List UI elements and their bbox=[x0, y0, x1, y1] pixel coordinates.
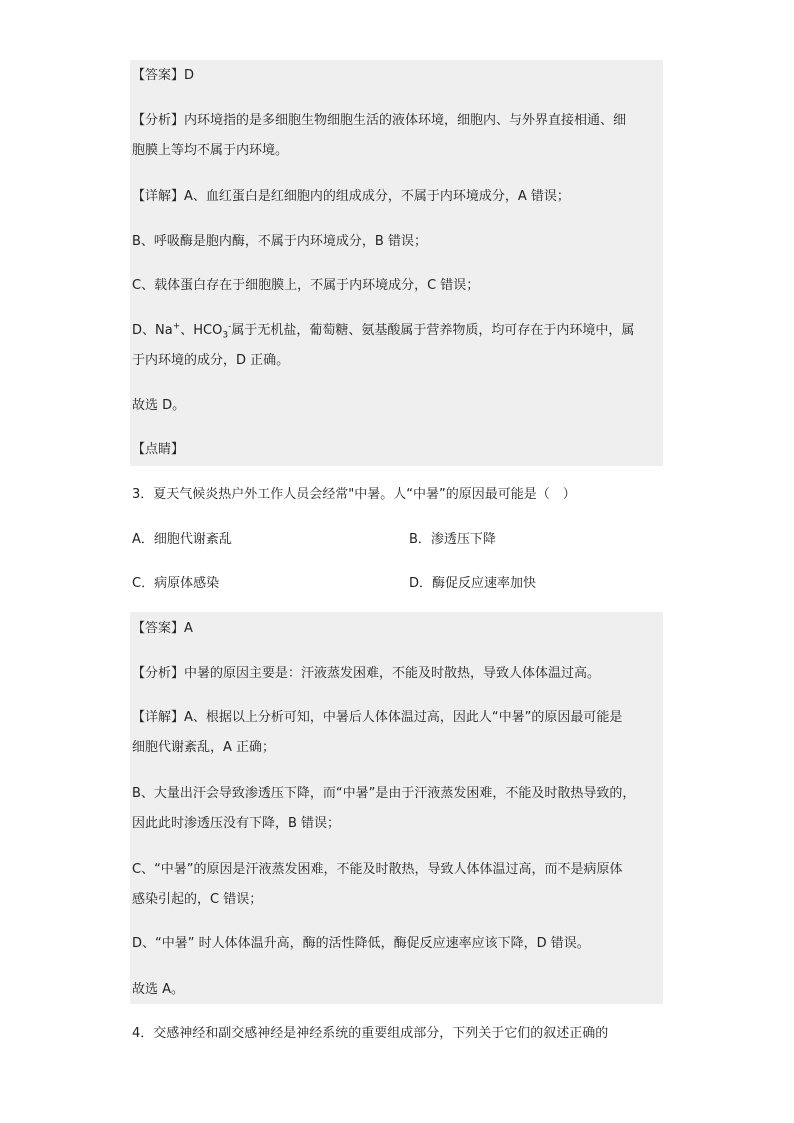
answer-line bbox=[132, 619, 193, 639]
detail-line bbox=[132, 187, 570, 207]
detail-d-line-2: 于内环境的成分，D 正确。 bbox=[132, 353, 290, 368]
conclusion: 故选 D。 bbox=[132, 398, 186, 413]
question-stem: 3．夏天气候炎热户外工作人员会经常"中暑。人“中暑”的原因最可能是（ ） bbox=[132, 487, 576, 502]
analysis-line bbox=[132, 111, 626, 131]
bicarbonate-subscript: 3 bbox=[222, 330, 229, 341]
comment-label: 【点睛】 bbox=[132, 442, 185, 457]
detail-d-mid: 、HCO bbox=[180, 323, 223, 338]
detail-c-line-2: 感染引起的，C 错误； bbox=[132, 892, 263, 907]
analysis-text: 内环境指的是多细胞生物细胞生活的液体环境，细胞内、与外界直接相通、细 bbox=[184, 113, 627, 128]
analysis-line-2: 胞膜上等均不属于内环境。 bbox=[132, 143, 289, 158]
detail-b: B、呼吸酶是胞内酶，不属于内环境成分，B 错误； bbox=[132, 234, 427, 249]
conclusion: 故选 A。 bbox=[132, 982, 185, 997]
detail-a-line-2: 细胞代谢紊乱，A 正确； bbox=[132, 740, 276, 755]
detail-c: C、“中暑”的原因是汗液蒸发困难，不能及时散热，导致人体体温过高，而不是病原体 bbox=[132, 862, 623, 877]
answer-value: A bbox=[184, 621, 193, 636]
answer-value: D bbox=[184, 68, 195, 83]
option-b[interactable]: B．渗透压下降 bbox=[409, 532, 496, 547]
detail-d: D、“中暑” 时人体体温升高，酶的活性降低，酶促反应速率应该下降，D 错误。 bbox=[132, 936, 590, 951]
answer-line bbox=[132, 66, 194, 86]
answer-label: 【答案】 bbox=[132, 68, 185, 83]
detail-text: A、根据以上分析可知，中暑后人体体温过高，因此人“中暑”的原因最可能是 bbox=[184, 710, 623, 725]
detail-text: A、血红蛋白是红细胞内的组成成分，不属于内环境成分，A 错误； bbox=[184, 189, 570, 204]
bicarbonate-charge: - bbox=[228, 321, 232, 332]
option-c[interactable]: C．病原体感染 bbox=[132, 576, 220, 591]
sodium-charge: + bbox=[172, 321, 181, 332]
detail-line bbox=[132, 708, 622, 728]
detail-d bbox=[132, 321, 634, 341]
option-a[interactable]: A．细胞代谢紊乱 bbox=[132, 532, 232, 547]
answer-label: 【答案】 bbox=[132, 621, 185, 636]
analysis-text: 中暑的原因主要是：汗液蒸发困难，不能及时散热，导致人体体温过高。 bbox=[184, 666, 601, 681]
analysis-label: 【分析】 bbox=[132, 113, 185, 128]
detail-label: 【详解】 bbox=[132, 710, 185, 725]
analysis-label: 【分析】 bbox=[132, 666, 185, 681]
detail-b-line-2: 因此此时渗透压没有下降，B 错误； bbox=[132, 816, 341, 831]
detail-d-rest: 属于无机盐，葡萄糖、氨基酸属于营养物质，均可存在于内环境中，属 bbox=[231, 323, 635, 338]
detail-d-prefix: D、Na bbox=[132, 323, 173, 338]
option-d[interactable]: D．酶促反应速率加快 bbox=[409, 576, 537, 591]
analysis-line bbox=[132, 664, 600, 684]
detail-b: B、大量出汗会导致渗透压下降，而“中暑”是由于汗液蒸发困难，不能及时散热导致的， bbox=[132, 786, 636, 801]
detail-c: C、载体蛋白存在于细胞膜上，不属于内环境成分，C 错误； bbox=[132, 278, 480, 293]
question-stem: 4．交感神经和副交感神经是神经系统的重要组成部分，下列关于它们的叙述正确的 bbox=[132, 1026, 609, 1041]
detail-label: 【详解】 bbox=[132, 189, 185, 204]
